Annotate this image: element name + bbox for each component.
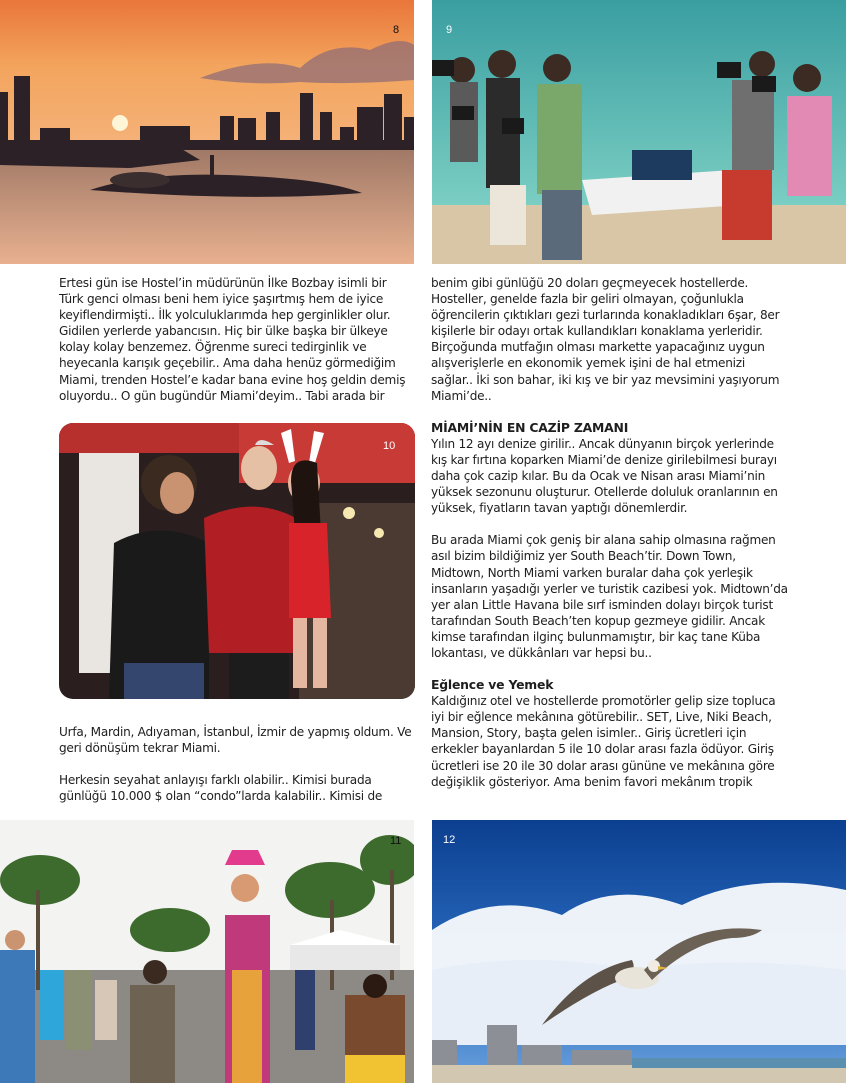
paragraph: Bu arada Miami çok geniş bir alana sahip olmasına rağmen asıl bizim bildiğimiz yer South Beach’tir. Down Town, Midtown, North Miami varken buralar daha çok yerleşik insanların yaşadığı yerler ve turistik cazibesi yok. Midtown’da yer alan Little Havana bile sırf isminden dolayı birçok turist tarafından South Beach’ten kopup gezmeye gidilir. Ancak kimse tarafından ilginç bulunmamıştır, bir kaç tane Küba lokantası, ve dükkânları var hepsi bu.. bbox=[431, 533, 788, 660]
photo-number: 8 bbox=[393, 24, 400, 36]
article-text-left-top bbox=[59, 275, 419, 404]
paragraph: Herkesin seyahat anlayışı farklı olabilir.. Kimisi burada günlüğü 10.000 $ olan “condo”larda kalabilir.. Kimisi de bbox=[59, 773, 383, 804]
photo-number: 11 bbox=[390, 835, 402, 847]
photo-street-festival bbox=[0, 820, 414, 1083]
section-heading: Eğlence ve Yemek bbox=[431, 677, 554, 693]
photo-number: 10 bbox=[383, 440, 396, 452]
photo-number: 9 bbox=[446, 24, 453, 36]
photo-party-group bbox=[59, 423, 415, 699]
paragraph: Urfa, Mardin, Adıyaman, İstanbul, İzmir de yapmış oldum. Ve geri dönüşüm tekrar Miami. bbox=[59, 725, 412, 756]
section-heading: MİAMİ’NİN EN CAZİP ZAMANI bbox=[431, 419, 629, 435]
paragraph: benim gibi günlüğü 20 doları geçmeyecek hostellerde. Hosteller, genelde fazla bir geliri olmayan, çoğunlukla öğrencilerin çıktıkları gezi turlarında konakladıkları 6şar, 8er kişilerle bir odayı ortak kullandıkları konaklama yerleridir. Birçoğunda mutfağın olması markette yapacağınız uygun alışverişlerle en ekonomik yemek işini de hal etmenizi sağlar.. İki son bahar, iki kış ve bir yaz mevsimini yaşıyorum Miami’de.. bbox=[431, 276, 780, 403]
paragraph: Ertesi gün ise Hostel’in müdürünün İlke Bozbay isimli bir Türk genci olması beni hem iyice şaşırtmış hem de iyice keyiflendirmişti.. İlk yolculuklarımda hep gerginlikler olur. Gidilen yerlerde yabancısın. Hiç bir ülke başka bir ülkeye kolay kolay benzemez. Öğrenme sureci tedirginlik ve heyecanla karışık geçebilir.. Ama daha henüz görmediğim Miami, trenden Hostel’e kadar bana evine hoş geldin demiş oluyordu.. O gün bugündür Miami’deyim.. Tabi arada bir bbox=[59, 276, 406, 403]
article-text-left-bottom bbox=[59, 724, 419, 804]
photo-seagull-beach bbox=[432, 820, 846, 1083]
photo-beach-photographers bbox=[432, 0, 846, 264]
paragraph: Yılın 12 ayı denize girilir.. Ancak dünyanın birçok yerlerinde kış kar fırtına koparken Miami’de denize girilebilmesi burayı daha çok cazip kılar. Bu da Ocak ve Nisan arası Miami’nin yüksek sezonunu oluşturur. Otellerde doluluk oranlarının en yüksek, fiyatların tavan yaptığı dönemlerdir. bbox=[431, 436, 778, 516]
paragraph: Kaldığınız otel ve hostellerde promotörler gelip size topluca iyi bir eğlence mekânına götürebilir.. SET, Live, Niki Beach, Mansion, Story, başta gelen isimler.. Giriş ücretleri için erkekler bayanlardan 5 ile 10 dolar arası fazla ödüyor. Giriş ücretleri ise 20 ile 30 dolar arası gününe ve mekânına göre değişiklik gösteriyor. Ama benim favori mekânım tropik bbox=[431, 694, 776, 789]
article-text-right bbox=[431, 275, 801, 790]
photo-number: 12 bbox=[443, 834, 456, 846]
photo-miami-sunset bbox=[0, 0, 414, 264]
